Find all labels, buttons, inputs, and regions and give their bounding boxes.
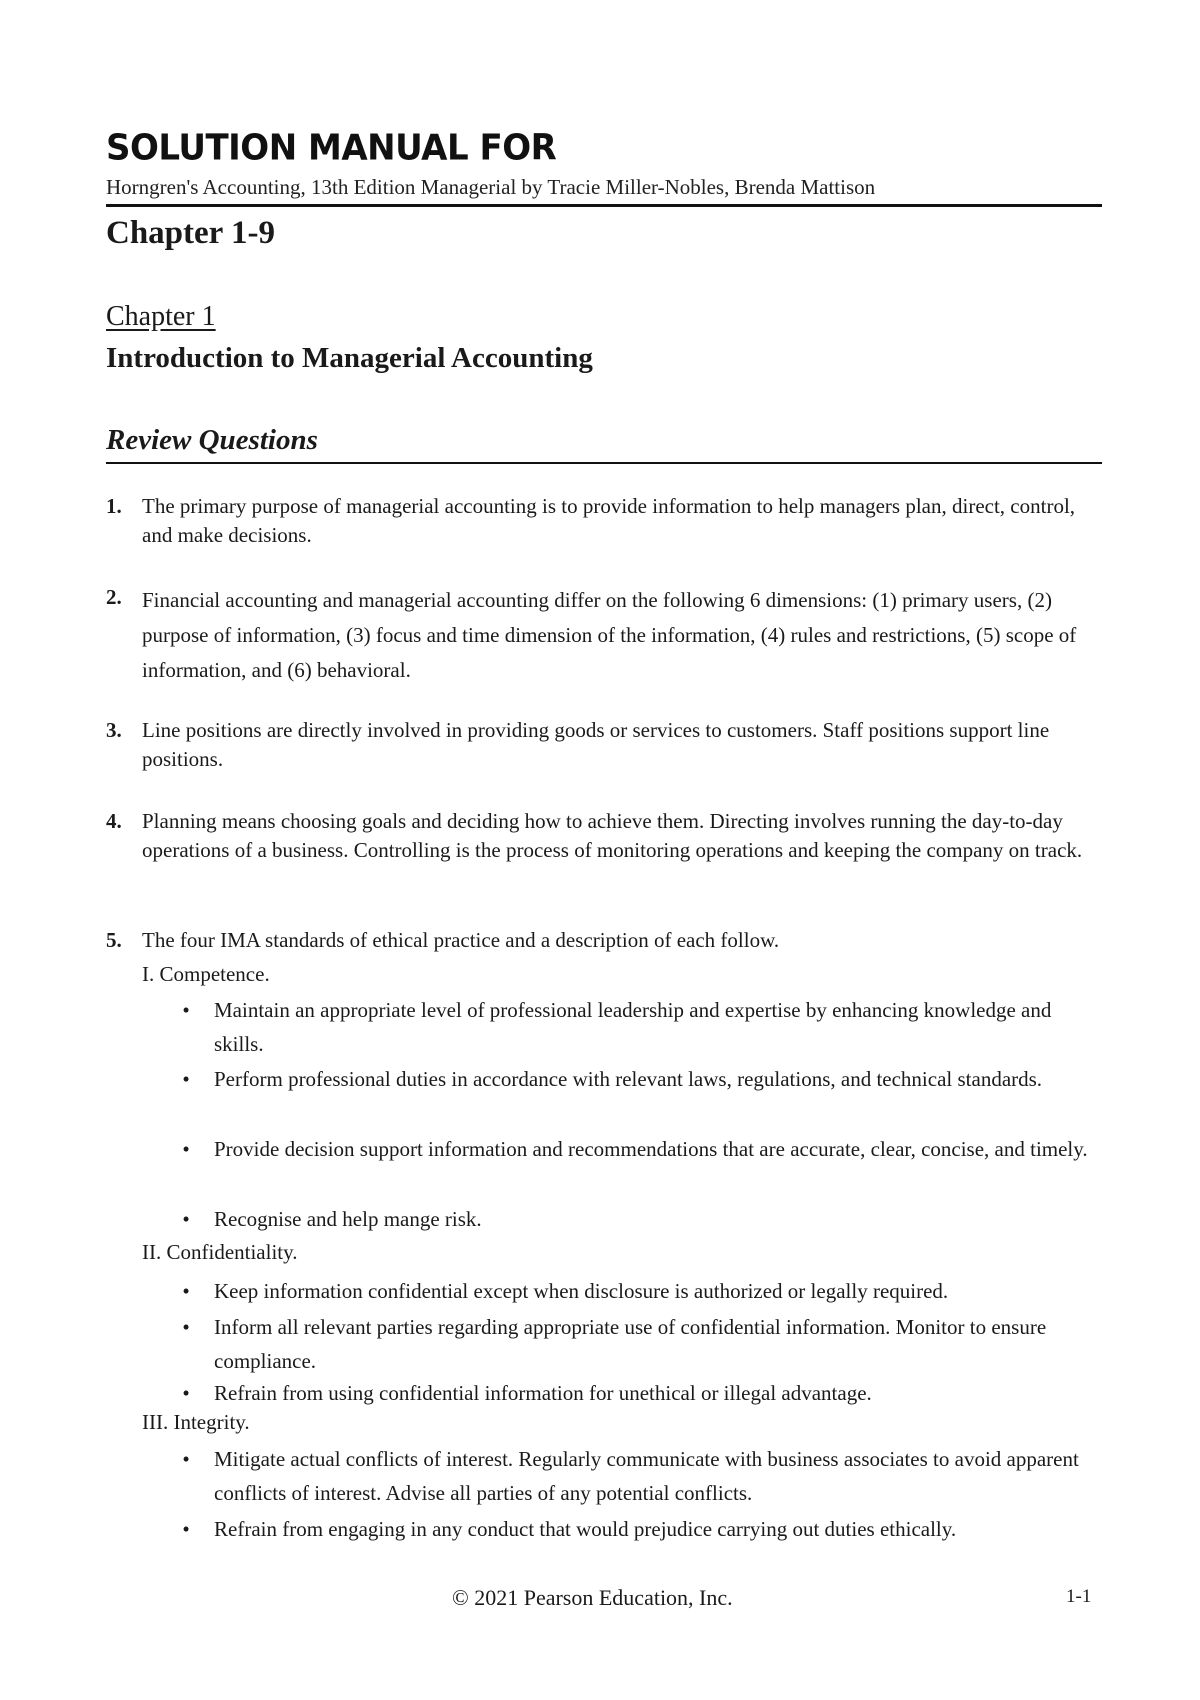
list-item bbox=[178, 1132, 1098, 1166]
standard-heading: III. Integrity. bbox=[142, 1410, 250, 1434]
standard-heading: I. Competence. bbox=[142, 962, 270, 986]
section-title: Review Questions bbox=[106, 424, 318, 456]
question-number: 1. bbox=[106, 494, 122, 518]
list-item-text: Recognise and help mange risk. bbox=[214, 1207, 482, 1231]
bullet-icon: • bbox=[182, 1315, 190, 1339]
question-answer: Financial accounting and managerial accounting differ on the following 6 dimensions: (1) primary users, (2) purpose of information, (3) focus and time dimension of the information, (4) rules and restrictions, (5) scope of information, and (6) behavioral. bbox=[142, 588, 1077, 682]
list-item-text: Refrain from engaging in any conduct that would prejudice carrying out duties ethically. bbox=[214, 1517, 957, 1541]
list-item bbox=[178, 1376, 1098, 1410]
bullet-icon: • bbox=[182, 1517, 190, 1541]
bullet-icon: • bbox=[182, 1207, 190, 1231]
bullet-icon: • bbox=[182, 998, 190, 1022]
list-item bbox=[178, 1274, 1098, 1308]
question-number: 5. bbox=[106, 928, 122, 952]
chapter-label: Chapter 1 bbox=[106, 301, 216, 332]
list-item-text: Inform all relevant parties regarding appropriate use of confidential information. Monitor to ensure compliance. bbox=[214, 1315, 1047, 1373]
list-item-text: Perform professional duties in accordance with relevant laws, regulations, and technical standards. bbox=[214, 1067, 1043, 1091]
question-number: 4. bbox=[106, 809, 122, 833]
footer-copyright: © 2021 Pearson Education, Inc. bbox=[452, 1585, 733, 1610]
standard-heading: II. Confidentiality. bbox=[142, 1240, 298, 1264]
question-item bbox=[106, 492, 1102, 550]
question-item bbox=[106, 807, 1102, 865]
section-divider bbox=[106, 462, 1102, 464]
bullet-icon: • bbox=[182, 1137, 190, 1161]
bullet-icon: • bbox=[182, 1067, 190, 1091]
question-item bbox=[106, 716, 1102, 774]
list-item-text: Keep information confidential except when disclosure is authorized or legally required. bbox=[214, 1279, 949, 1303]
list-item bbox=[178, 1202, 1098, 1236]
question-number: 2. bbox=[106, 585, 122, 609]
list-item bbox=[178, 1512, 1098, 1546]
chapter-range-heading: Chapter 1-9 bbox=[106, 215, 275, 251]
page-number: 1-1 bbox=[1066, 1586, 1092, 1607]
question-answer: Line positions are directly involved in providing goods or services to customers. Staff positions support line positions. bbox=[142, 718, 1050, 771]
question-answer: The primary purpose of managerial accounting is to provide information to help managers plan, direct, control, and make decisions. bbox=[142, 494, 1076, 547]
list-item-text: Maintain an appropriate level of professional leadership and expertise by enhancing knowledge and skills. bbox=[214, 998, 1052, 1056]
list-item bbox=[178, 1310, 1098, 1378]
question-item bbox=[106, 926, 1102, 955]
document-page bbox=[106, 0, 1102, 1700]
chapter-title: Introduction to Managerial Accounting bbox=[106, 342, 593, 374]
list-item-text: Provide decision support information and recommendations that are accurate, clear, concise, and timely. bbox=[214, 1137, 1088, 1161]
bullet-icon: • bbox=[182, 1279, 190, 1303]
list-item bbox=[178, 1442, 1098, 1510]
bullet-icon: • bbox=[182, 1447, 190, 1471]
list-item bbox=[178, 993, 1098, 1061]
question-item bbox=[106, 583, 1102, 688]
list-item-text: Mitigate actual conflicts of interest. Regularly communicate with business associates to avoid apparent conflicts of interest. Advise all parties of any potential conflicts. bbox=[214, 1447, 1079, 1505]
question-number: 3. bbox=[106, 718, 122, 742]
question-answer: Planning means choosing goals and deciding how to achieve them. Directing involves running the day-to-day operations of a business. Controlling is the process of monitoring operations and keeping the company on track. bbox=[142, 809, 1083, 862]
list-item-text: Refrain from using confidential information for unethical or illegal advantage. bbox=[214, 1381, 872, 1405]
question-answer: The four IMA standards of ethical practice and a description of each follow. bbox=[142, 928, 780, 952]
manual-title: SOLUTION MANUAL FOR bbox=[106, 127, 557, 169]
header-divider bbox=[106, 204, 1102, 207]
list-item bbox=[178, 1062, 1098, 1096]
book-subtitle: Horngren's Accounting, 13th Edition Managerial by Tracie Miller-Nobles, Brenda Mattison bbox=[106, 175, 876, 199]
bullet-icon: • bbox=[182, 1381, 190, 1405]
